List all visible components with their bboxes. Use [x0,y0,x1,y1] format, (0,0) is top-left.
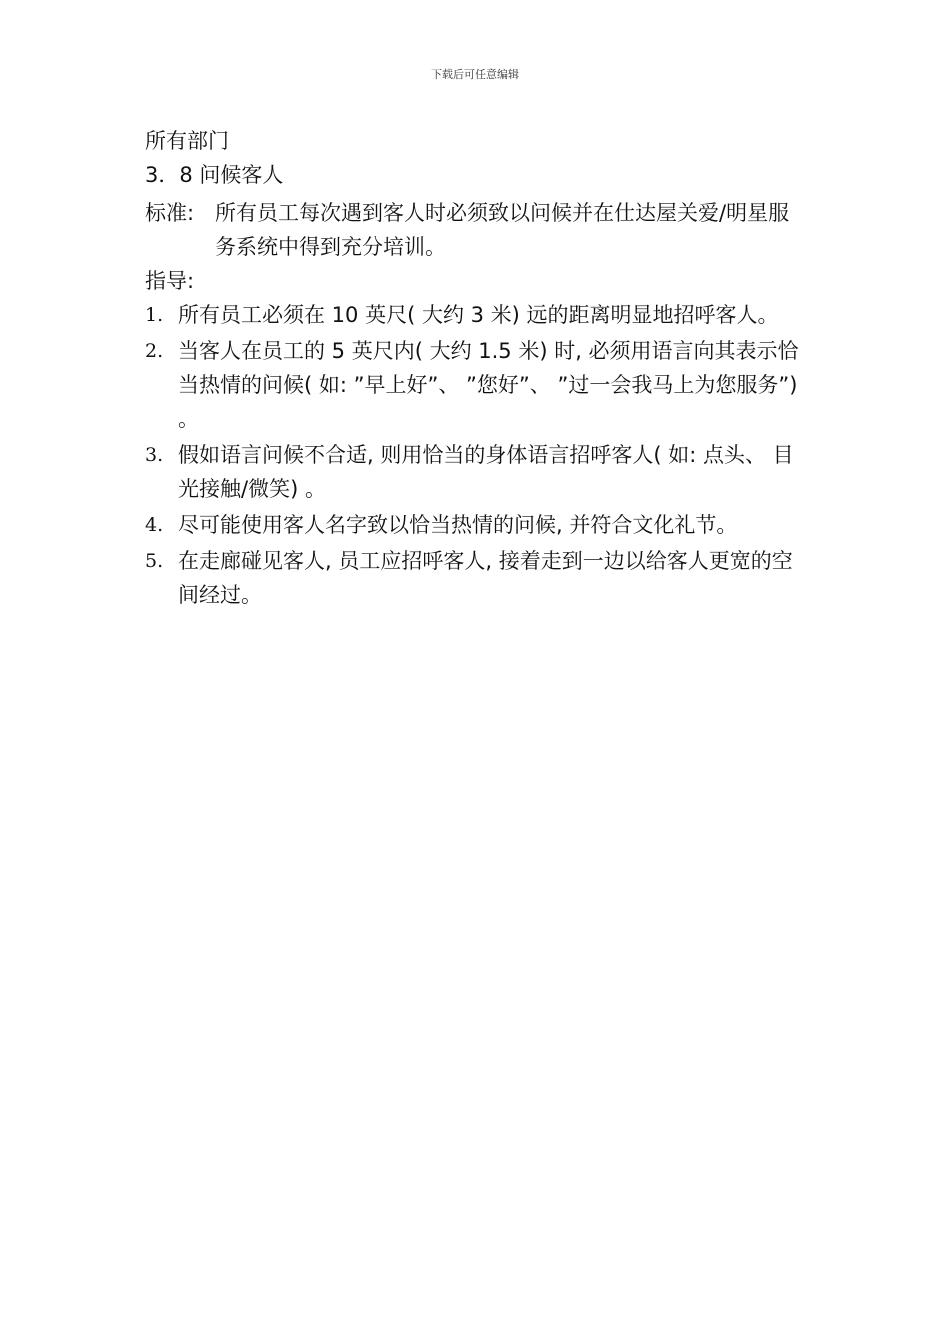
section-title: 3．8 问候客人 [145,163,284,187]
list-item-text: 所有员工必须在 10 英尺( 大约 3 米) 远的距离明显地招呼客人。 [178,303,779,327]
department-heading: 所有部门 [145,129,229,153]
standard-label: 标准: [145,201,195,225]
list-item [145,508,810,542]
standard-text: 所有员工每次遇到客人时必须致以问候并在仕达屋关爱/明星服务系统中得到充分培训。 [215,201,790,259]
document-body [145,124,810,614]
guide-list [145,298,810,612]
list-item-number: 5. [145,550,164,572]
list-item-number: 3. [145,444,164,466]
list-item [145,544,810,612]
list-item [145,298,810,332]
list-item [145,334,810,436]
list-item-number: 1. [145,304,164,326]
list-item-text: 当客人在员工的 5 英尺内( 大约 1.5 米) 时, 必须用语言向其表示恰当热情的问候( 如: ”早上好”、 ”您好”、 ”过一会我马上为您服务”) 。 [178,339,799,431]
list-item-text: 在走廊碰见客人, 员工应招呼客人, 接着走到一边以给客人更宽的空间经过。 [178,549,793,607]
list-item-number: 2. [145,340,164,362]
standard-block [145,196,810,264]
list-item-text: 尽可能使用客人名字致以恰当热情的问候, 并符合文化礼节。 [178,513,738,537]
list-item-number: 4. [145,514,164,536]
list-item [145,438,810,506]
list-item-text: 假如语言问候不合适, 则用恰当的身体语言招呼客人( 如: 点头、 目光接触/微笑) 。 [178,443,794,501]
guide-label: 指导: [145,269,195,293]
page-header: 下载后可任意编辑 [431,68,519,81]
